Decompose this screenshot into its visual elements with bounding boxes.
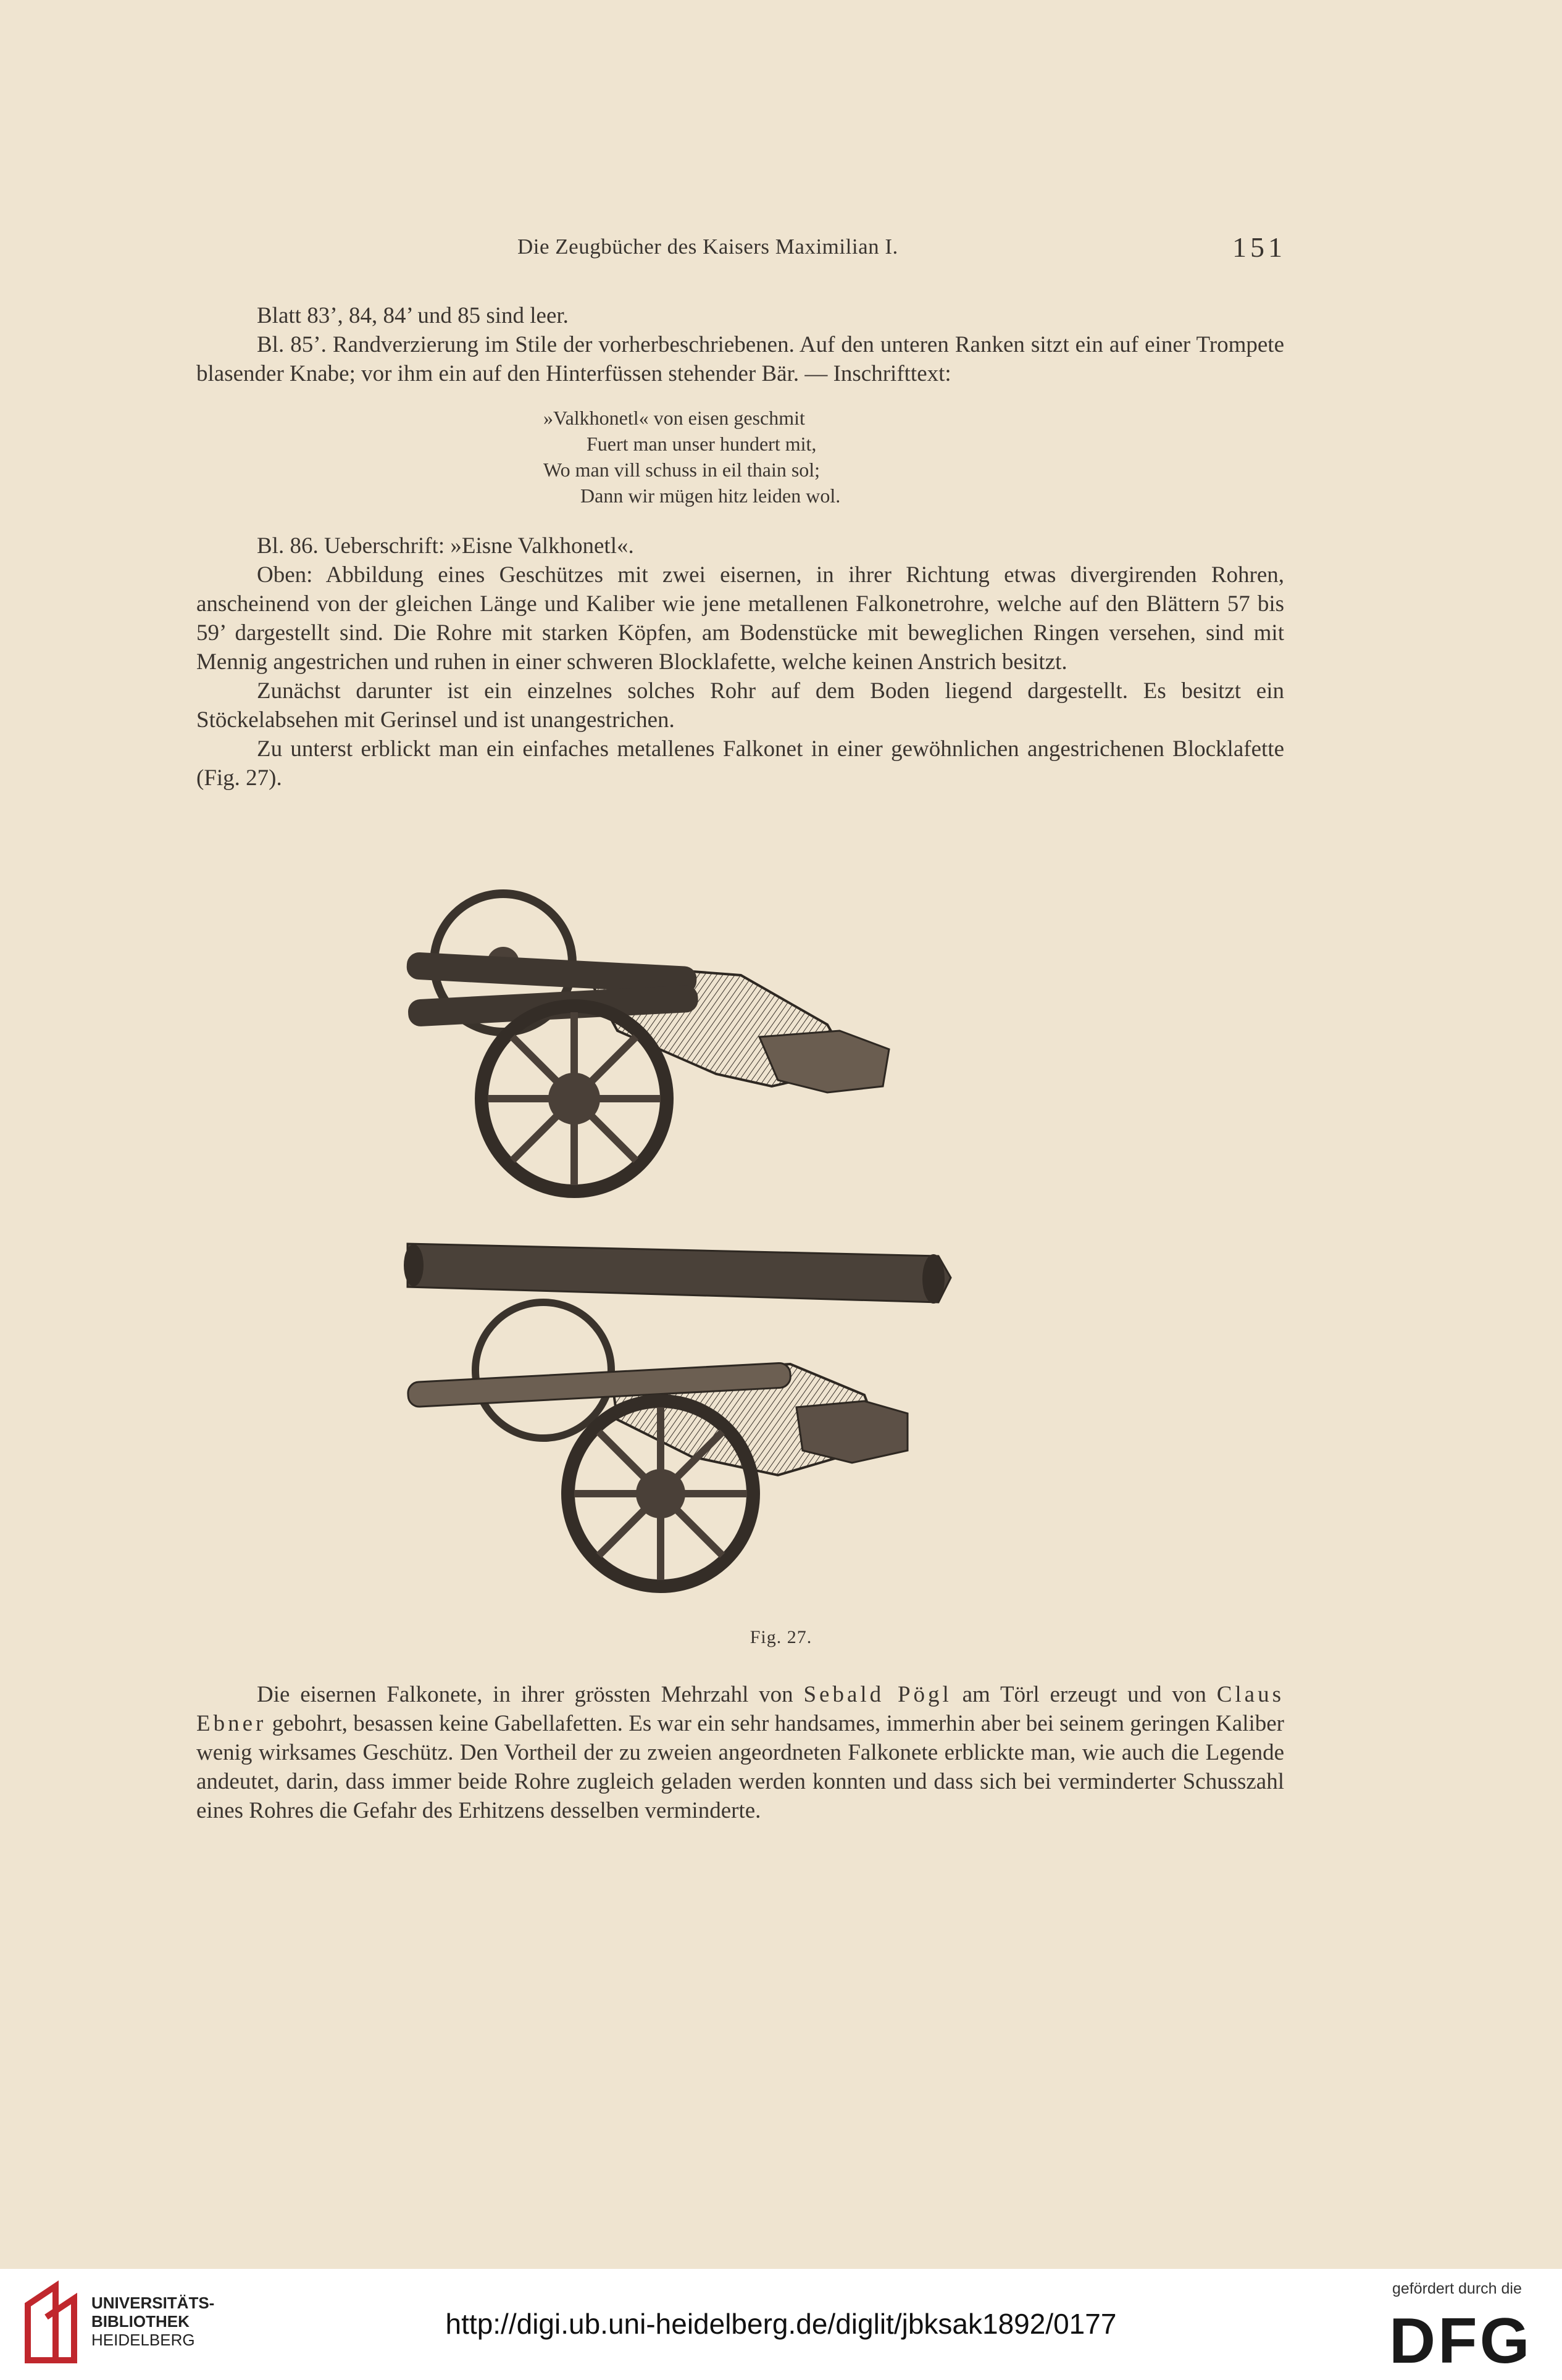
permalink-url[interactable]: http://digi.ub.uni-heidelberg.de/diglit/jbksak1892/0177 — [445, 2308, 1117, 2340]
dfg-logo: DFG — [1389, 2305, 1532, 2377]
poem-line: Wo man vill schuss in eil thain sol; — [543, 459, 821, 481]
paragraph — [196, 1680, 1284, 1825]
inscription-poem — [543, 405, 1037, 509]
paragraph: Zunächst darunter ist ein einzelnes solches Rohr auf dem Boden liegend dargestellt. Es besitzt ein Stöckelabsehen mit Gerinsel und ist unangestrichen. — [196, 678, 1284, 733]
running-head: Die Zeugbücher des Kaisers Maximilian I. — [517, 235, 898, 259]
text-run: Die eisernen Falkonete, in ihrer grössten Mehrzahl von — [257, 1682, 804, 1707]
poem-line: Dann wir mügen hitz leiden wol. — [580, 485, 841, 507]
page-number: 151 — [1232, 231, 1286, 263]
paragraph: Zu unterst erblickt man ein einfaches metallenes Falkonet in einer gewöhnlichen angestrichenen Blocklafette (Fig. 27). — [196, 736, 1284, 791]
poem-line: Fuert man unser hundert mit, — [587, 433, 817, 455]
person-name: Claus Ebner — [196, 1682, 1284, 1736]
library-name-line: UNIVERSITÄTS- — [91, 2294, 215, 2312]
page-header — [0, 231, 1562, 272]
library-name-line: HEIDELBERG — [91, 2331, 195, 2349]
viewer-footer — [0, 2269, 1562, 2380]
text-block-top — [196, 301, 1284, 388]
text-block-bottom — [196, 1680, 1284, 1825]
funding-note: gefördert durch die — [1392, 2280, 1522, 2297]
figure-caption: Fig. 27. — [750, 1627, 812, 1647]
text-run: am Törl erzeugt und von — [951, 1682, 1217, 1707]
double-falconet-drawing — [406, 894, 889, 1191]
cannon-illustration — [395, 883, 1105, 1611]
library-name-line: BIBLIOTHEK — [91, 2312, 190, 2331]
text-block-middle — [196, 531, 1284, 793]
single-barrel-drawing — [404, 1244, 951, 1304]
paragraph: Blatt 83’, 84, 84’ und 85 sind leer. — [257, 303, 569, 328]
falconet-block-carriage-drawing — [407, 1302, 908, 1586]
paragraph: Bl. 86. Ueberschrift: »Eisne Valkhonetl«. — [257, 533, 634, 559]
text-run: gebohrt, besassen keine Gabellafetten. Es war ein sehr handsames, immerhin aber bei seinem geringen Kaliber wenig wirksames Geschütz. Den Vortheil der zu zweien angeordneten Falkonete erblickte man, wie auch die Legende andeutet, darin, dass immer beide Rohre zugleich geladen werden konnten und dass sich bei verminderter Schusszahl eines Rohres die Gefahr des Erhitzens desselben verminderte. — [196, 1711, 1284, 1823]
person-name: Sebald Pögl — [803, 1682, 952, 1707]
poem-line: »Valkhonetl« von eisen geschmit — [543, 407, 805, 429]
paragraph: Oben: Abbildung eines Geschützes mit zwei eisernen, in ihrer Richtung etwas divergirenden Rohren, anscheinend von der gleichen Länge und Kaliber wie jene metallenen Falkonetrohre, welche auf den Blättern 57 bis 59’ dargestellt sind. Die Rohre mit starken Köpfen, am Bodenstücke mit beweglichen Ringen versehen, sind mit Mennig angestrichen und ruhen in einer schweren Blocklafette, welche keinen Anstrich besitzt. — [196, 562, 1284, 675]
paragraph: Bl. 85’. Randverzierung im Stile der vorherbeschriebenen. Auf den unteren Ranken sitzt ein auf einer Trompete blasender Knabe; vor ihm ein auf den Hinterfüssen stehender Bär. — Inschrifttext: — [196, 332, 1284, 386]
